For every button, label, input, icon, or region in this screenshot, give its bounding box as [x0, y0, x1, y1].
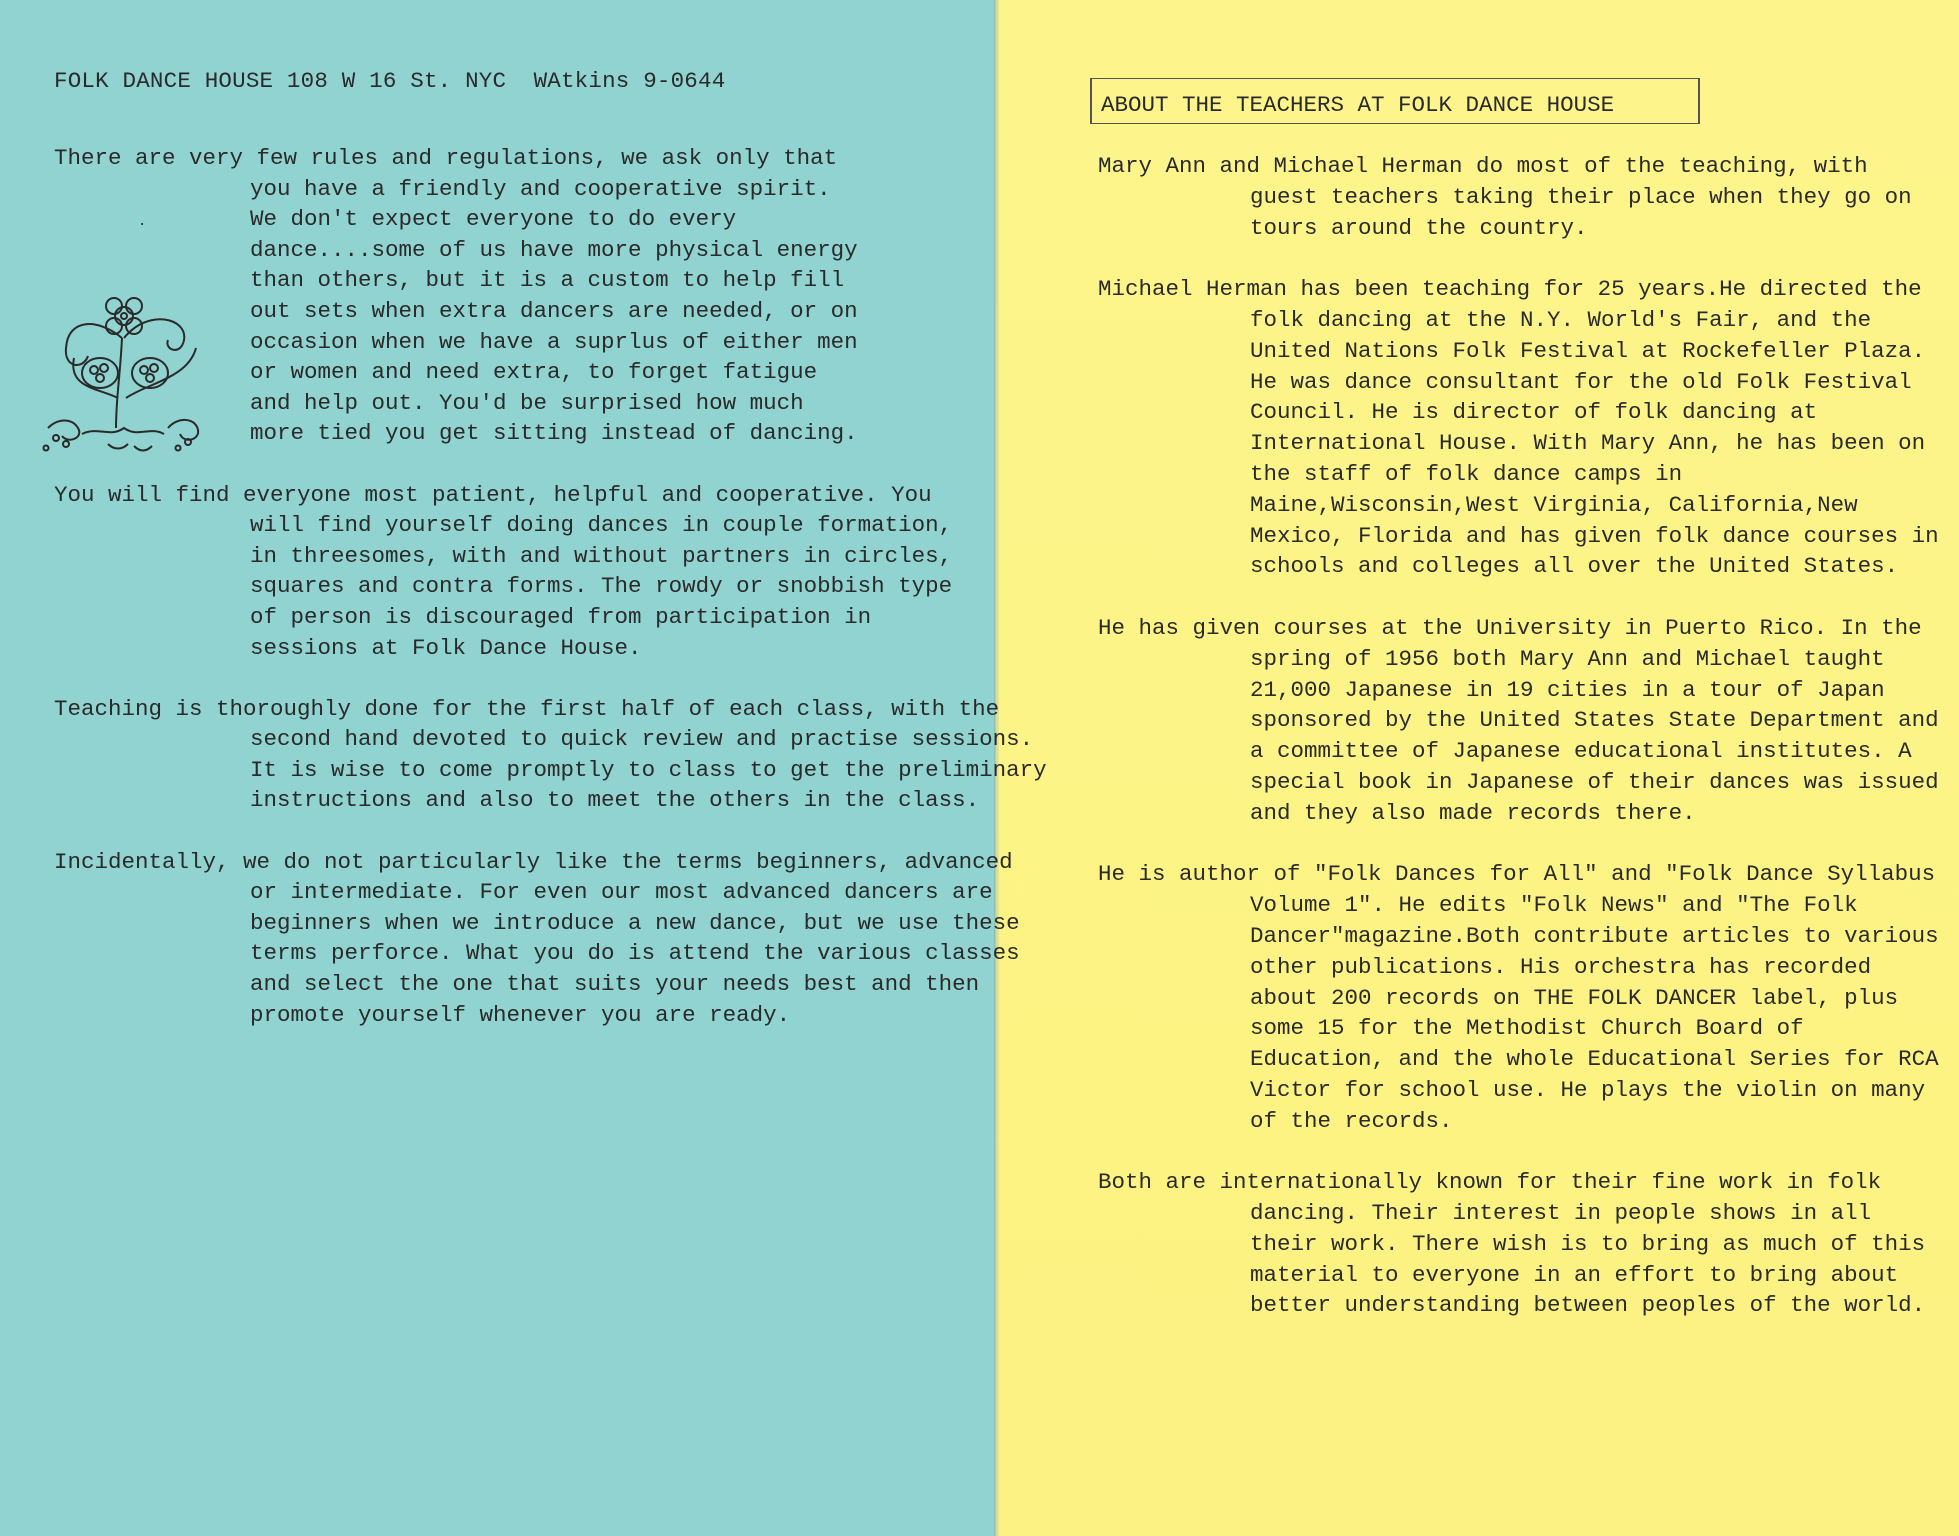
- stray-mark: ·: [138, 217, 147, 233]
- right-page-heading: ABOUT THE TEACHERS AT FOLK DANCE HOUSE: [1101, 92, 1615, 118]
- paragraph-international: Both are internationally known for their fine work in folk dancing. Their interest in people shows in all their work. There wish is to bring as much of this material to everyone in an effort to bring about better understanding between peoples of the world.: [1098, 1169, 1926, 1319]
- paragraph-patient: You will find everyone most patient, helpful and cooperative. You will find yourself doing dances in couple formation, in threesomes, with and without partners in circles, squares and contra forms. The rowdy or snobbish type of person is discouraged from participation in sessions at Folk Dance House.: [54, 481, 953, 661]
- paragraph-puerto-rico-japan: He has given courses at the University in Puerto Rico. In the spring of 1956 both Mary Ann and Michael taught 21,000 Japanese in 19 cities in a tour of Japan sponsored by the United States State Department and a committee of Japanese educational institutes. A special book in Japanese of their dances was issued and they also made records there.: [1098, 614, 1939, 826]
- right-page-body: [1098, 151, 1943, 1321]
- paragraph-teaching: Teaching is thoroughly done for the first half of each class, with the second hand devoted to quick review and practise sessions. It is wise to come promptly to class to get the preliminary instructions and also to meet the others in the class.: [54, 695, 1047, 814]
- paragraph-author: He is author of "Folk Dances for All" and "Folk Dance Syllabus Volume 1". He edits "Folk News" and "The Folk Dancer"magazine.Both contribute articles to various other publications. His orchestra has recorded about 200 records on THE FOLK DANCER label, plus some 15 for the Methodist Church Board of Education, and the whole Educational Series for RCA Victor for school use. He plays the violin on many of the records.: [1098, 861, 1939, 1134]
- paragraph-teachers: Mary Ann and Michael Herman do most of the teaching, with guest teachers taking their place when they go on tours around the country.: [1098, 153, 1912, 241]
- left-page-header: FOLK DANCE HOUSE 108 W 16 St. NYC WAtkins 9-0644: [54, 68, 726, 94]
- paragraph-michael-herman: Michael Herman has been teaching for 25 years.He directed the folk dancing at the N.Y. World's Fair, and the United Nations Folk Festival at Rockefeller Plaza. He was dance consultant for the old Folk Festival Council. He is director of folk dancing at International House. With Mary Ann, he has been on the staff of folk dance camps in Maine,Wisconsin,West Virginia, California,New Mexico, Florida and has given folk dance courses in schools and colleges all over the United States.: [1098, 276, 1939, 580]
- paragraph-rules: There are very few rules and regulations, we ask only that you have a friendly and cooperative spirit. We don't expect everyone to do every dance....some of us have more physical energy than others, but it is a custom to help fill out sets when extra dancers are needed, or on occasion when we have a suprlus of either men or women and need extra, to forget fatigue and help out. You'd be surprised how much more tied you get sitting instead of dancing.: [54, 145, 858, 447]
- left-page-body: [54, 143, 1047, 1030]
- paragraph-incidentally: Incidentally, we do not particularly like the terms beginners, advanced or intermediate. For even our most advanced dancers are beginners when we introduce a new dance, but we use these terms perforce. What you do is attend the various classes and select the one that suits your needs best and then promote yourself whenever you are ready.: [54, 848, 1020, 1028]
